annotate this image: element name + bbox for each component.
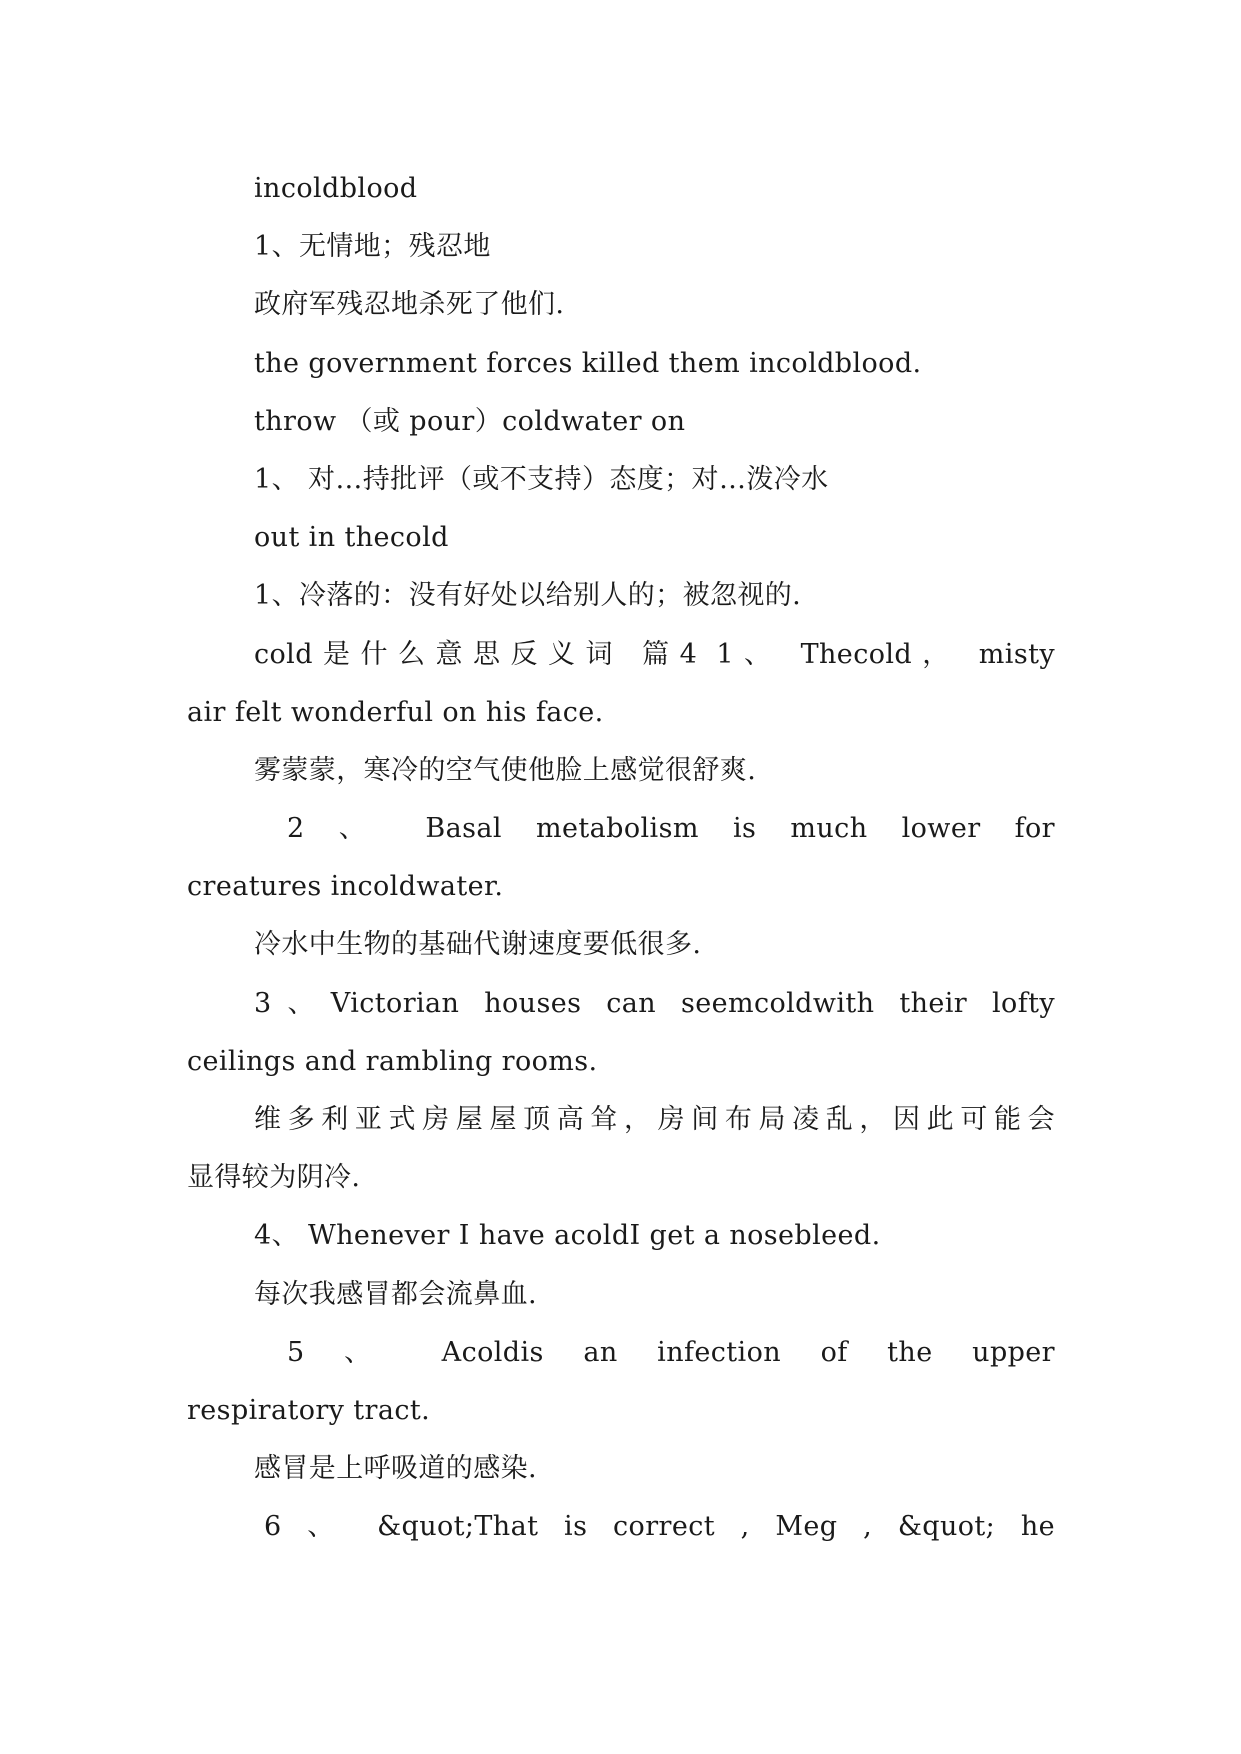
text-line: 6 、 &quot;That is correct , Meg , &quot; he <box>264 1511 1055 1543</box>
text-line: out in thecold <box>254 522 449 554</box>
text-line: creatures incoldwater. <box>187 871 504 903</box>
text-line: incoldblood <box>254 173 418 204</box>
text-line: 1、 对…持批评（或不支持）态度；对…泼冷水 <box>254 463 829 495</box>
text-line: 4、 Whenever I have acoldI get a nosebleed. <box>254 1220 881 1252</box>
text-line: 政府军残忍地杀死了他们. <box>254 289 565 321</box>
text-line: 1、冷落的：没有好处以给别人的；被忽视的. <box>254 580 802 612</box>
text-line: 冷水中生物的基础代谢速度要低很多. <box>254 929 702 961</box>
text-line: 3、Victorian houses can seemcoldwith their lofty <box>254 987 1055 1019</box>
text-line: 每次我感冒都会流鼻血. <box>254 1278 537 1310</box>
text-line: 显得较为阴冷. <box>187 1162 361 1194</box>
text-line: ceilings and rambling rooms. <box>187 1045 598 1077</box>
text-line: throw （或 pour）coldwater on <box>254 405 686 437</box>
text-line: 维多利亚式房屋屋顶高耸，房间布局凌乱，因此可能会 <box>254 1104 1055 1135</box>
document-body <box>187 160 1055 1557</box>
text-line: 5 、 Acoldis an infection of the upper <box>287 1336 1055 1368</box>
text-line: 2 、 Basal metabolism is much lower for <box>287 813 1055 845</box>
text-line: 感冒是上呼吸道的感染. <box>254 1453 537 1485</box>
text-line: respiratory tract. <box>187 1394 431 1426</box>
text-line: air felt wonderful on his face. <box>187 696 604 728</box>
text-line: the government forces killed them incoldblood. <box>254 347 922 379</box>
text-line: 1、无情地；残忍地 <box>254 231 491 263</box>
text-line: cold是什么意思反义词 篇4 1、 Thecold， misty <box>254 638 1055 670</box>
text-line: 雾蒙蒙，寒冷的空气使他脸上感觉很舒爽. <box>254 754 757 786</box>
